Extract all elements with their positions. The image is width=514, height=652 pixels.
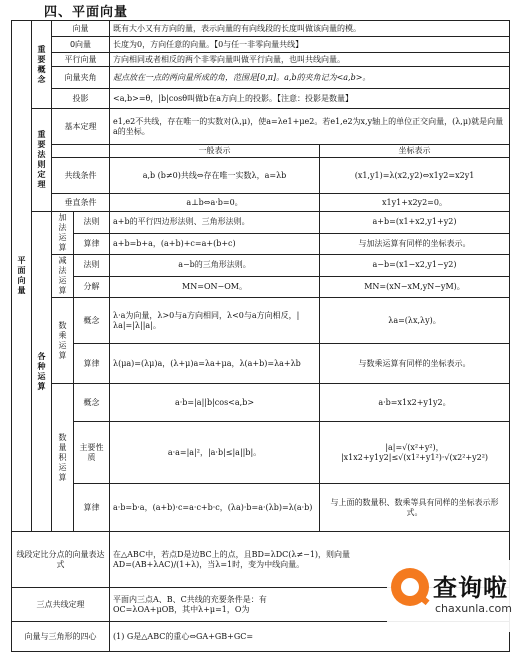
row-headers	[12, 145, 510, 158]
row-add-law	[12, 233, 510, 255]
brand-logo	[387, 560, 512, 632]
row-sub-decomp	[12, 276, 510, 298]
section-formula-line2: AD=(AB+λAC)/(1+λ)，当λ=1时，变为中线向量。	[113, 559, 305, 569]
scalar-law-coord: 与数乘运算有同样的坐标表示。	[320, 344, 510, 384]
row-basic-theorem	[12, 109, 510, 145]
sub-group: 减法运算	[52, 255, 74, 298]
col-coord-header: 坐标表示	[320, 145, 510, 158]
col-general-header: 一般表示	[110, 145, 320, 158]
basic-name: 基本定理	[52, 109, 110, 145]
blank-cell	[52, 145, 110, 158]
concept-name: 向量夹角	[52, 67, 110, 89]
three-points-line2: OC=λOA+μOB，其中λ+μ=1，O为	[113, 604, 250, 614]
dot-concept-text: a·b=|a||b|cos<a,b>	[110, 384, 320, 422]
scalar-concept-coord: λa=(λx,λy)。	[320, 298, 510, 344]
dot-props-coord-line1: |a|=√(x²+y²)，	[385, 442, 444, 452]
row-angle	[12, 67, 510, 89]
add-rule-text: a+b的平行四边形法则、三角形法则。	[110, 212, 320, 234]
section-formula-name: 线段定比分点的向量表达式	[12, 532, 110, 588]
dot-concept-coord: a·b=x1x2+y1y2。	[320, 384, 510, 422]
sub-rule-label: 法则	[74, 255, 110, 277]
collinear-general: a,b (b≠0)共线⇔存在唯一实数λ，a=λb	[110, 158, 320, 194]
row-projection	[12, 89, 510, 109]
scalar-law-label: 算律	[74, 344, 110, 384]
dot-concept-label: 概念	[74, 384, 110, 422]
dot-law-text: a·b=b·a，(a+b)·c=a·c+b·c，(λa)·b=a·(λb)=λ(a·b)	[110, 484, 320, 532]
row-dot-concept	[12, 384, 510, 422]
section-formula-line1: 在△ABC中，若点D是边BC上的点，且BD=λDC(λ≠−1)，则向量	[113, 549, 351, 559]
page-title: 四、平面向量	[44, 5, 129, 20]
dot-group: 数量积运算	[52, 384, 74, 532]
add-rule-label: 法则	[74, 212, 110, 234]
sub-decomp-coord: MN=(xN−xM,yN−yM)。	[320, 276, 510, 298]
row-scalar-concept	[12, 298, 510, 344]
sub-rule-text: a−b的三角形法则。	[110, 255, 320, 277]
sub-rule-coord: a−b=(x1−x2,y1−y2)	[320, 255, 510, 277]
perp-coord: x1y1+x2y2=0。	[320, 194, 510, 212]
row-collinear	[12, 158, 510, 194]
concept-text: 既有大小又有方向的量，表示向量的有向线段的长度叫做该向量的模。	[110, 21, 510, 37]
add-rule-coord: a+b=(x1+x2,y1+y2)	[320, 212, 510, 234]
row-zero-vector	[12, 37, 510, 53]
dot-props-label: 主要性质	[74, 422, 110, 484]
scalar-concept-text: λ·a为向量，λ>0与a方向相同，λ<0与a方向相反，|λa|=|λ||a|。	[110, 298, 320, 344]
collinear-name: 共线条件	[52, 158, 110, 194]
row-vector	[12, 21, 510, 37]
add-law-text: a+b=b+a，(a+b)+c=a+(b+c)	[110, 233, 320, 255]
concept-text: 起点放在一点的两向量所成的角，范围是[0,π]。a,b的夹角记为<a,b>。	[110, 67, 510, 89]
concepts-label: 重要概念	[32, 21, 52, 109]
scalar-group: 数乘运算	[52, 298, 74, 384]
dot-props-text: a·a=|a|²，|a·b|≤|a||b|。	[110, 422, 320, 484]
concept-text: 方向相同或者相反的两个非零向量叫做平行向量，也叫共线向量。	[110, 53, 510, 67]
row-sub-rule	[12, 255, 510, 277]
vector-summary-table	[11, 20, 510, 652]
row-dot-props	[12, 422, 510, 484]
dot-law-label: 算律	[74, 484, 110, 532]
row-scalar-law	[12, 344, 510, 384]
add-law-label: 算律	[74, 233, 110, 255]
dot-props-coord	[320, 422, 510, 484]
brand-site: chaxunla.com	[435, 602, 512, 615]
triangle-text: (1) G是△ABC的重心⇔GA+GB+GC=	[110, 622, 510, 652]
basic-text: e1,e2不共线，存在唯一的实数对(λ,μ)，使a=λe1+μe2。若e1,e2为x,y轴上的单位正交向量，(λ,μ)就是向量a的坐标。	[110, 109, 510, 145]
three-points-line1: 平面内三点A、B、C共线的充要条件是：有	[113, 594, 267, 604]
perp-name: 垂直条件	[52, 194, 110, 212]
theorems-label: 重要法则定理	[32, 109, 52, 212]
concept-name: 平行向量	[52, 53, 110, 67]
scalar-concept-label: 概念	[74, 298, 110, 344]
three-points-name: 三点共线定理	[12, 588, 110, 622]
concept-name: 0向量	[52, 37, 110, 53]
concept-text: 长度为0，方向任意的向量。【0与任一非零向量共线】	[110, 37, 510, 53]
add-group: 加法运算	[52, 212, 74, 255]
outer-label: 平面向量	[12, 21, 32, 532]
row-perp	[12, 194, 510, 212]
dot-law-coord: 与上面的数量积、数乘等具有同样的坐标表示形式。	[320, 484, 510, 532]
sub-decomp-label: 分解	[74, 276, 110, 298]
sub-decomp-text: MN=ON−OM。	[110, 276, 320, 298]
triangle-name: 向量与三角形的四心	[12, 622, 110, 652]
row-add-rule	[12, 212, 510, 234]
dot-props-coord-line2: |x1x2+y1y2|≤√(x1²+y1²)·√(x2²+y2²)	[340, 452, 489, 462]
add-law-coord: 与加法运算有同样的坐标表示。	[320, 233, 510, 255]
row-parallel	[12, 53, 510, 67]
concept-name: 投影	[52, 89, 110, 109]
row-dot-law	[12, 484, 510, 532]
concept-text: <a,b>=θ，|b|cosθ叫做b在a方向上的投影。【注意：投影是数量】	[110, 89, 510, 109]
brand-name: 查询啦	[433, 574, 508, 602]
perp-general: a⊥b⇔a·b=0。	[110, 194, 320, 212]
scalar-law-text: λ(μa)=(λμ)a，(λ+μ)a=λa+μa，λ(a+b)=λa+λb	[110, 344, 320, 384]
concept-name: 向量	[52, 21, 110, 37]
operations-label: 各种运算	[32, 212, 52, 532]
collinear-coord: (x1,y1)=λ(x2,y2)⇔x1y2=x2y1	[320, 158, 510, 194]
